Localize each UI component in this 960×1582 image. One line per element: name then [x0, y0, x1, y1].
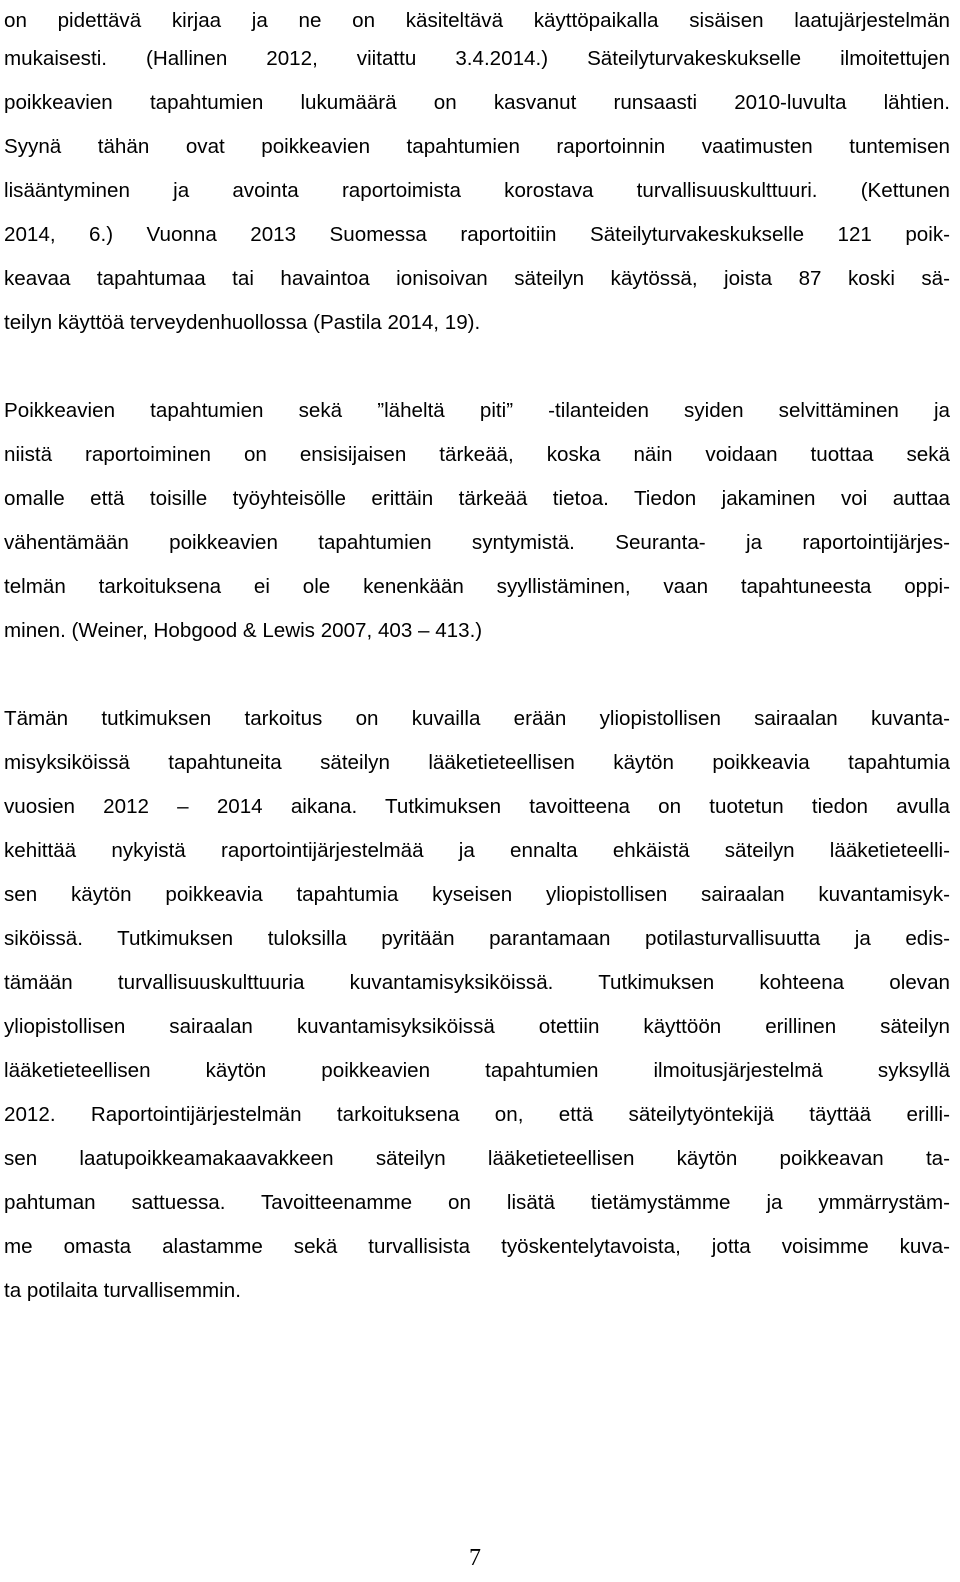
text-line: Tämän tutkimuksen tarkoitus on kuvailla erään yliopistollisen sairaalan kuvanta-: [4, 707, 950, 730]
text-line: kehittää nykyistä raportointijärjestelmää ja ennalta ehkäistä säteilyn lääketieteelli-: [4, 839, 950, 862]
text-line: vuosien 2012 – 2014 aikana. Tutkimuksen tavoitteena on tuotetun tiedon avulla: [4, 795, 950, 818]
text-line: telmän tarkoituksena ei ole kenenkään syyllistäminen, vaan tapahtuneesta oppi-: [4, 575, 950, 598]
text-line: Syynä tähän ovat poikkeavien tapahtumien raportoinnin vaatimusten tuntemisen: [4, 135, 950, 158]
text-line: sen laatupoikkeamakaavakkeen säteilyn lääketieteellisen käytön poikkeavan ta-: [4, 1147, 950, 1170]
text-line: omalle että toisille työyhteisölle erittäin tärkeää tietoa. Tiedon jakaminen voi auttaa: [4, 487, 950, 510]
text-line: poikkeavien tapahtumien lukumäärä on kasvanut runsaasti 2010-luvulta lähtien.: [4, 91, 950, 114]
text-line: lääketieteellisen käytön poikkeavien tapahtumien ilmoitusjärjestelmä syksyllä: [4, 1059, 950, 1082]
text-line: Poikkeavien tapahtumien sekä ”läheltä piti” -tilanteiden syiden selvittäminen ja: [4, 399, 950, 422]
text-line: 2012. Raportointijärjestelmän tarkoituksena on, että säteilytyöntekijä täyttää erilli-: [4, 1103, 950, 1126]
text-line: teilyn käyttöä terveydenhuollossa (Pastila 2014, 19).: [4, 311, 481, 334]
page-number: 7: [469, 1545, 481, 1571]
text-line: pahtuman sattuessa. Tavoitteenamme on lisätä tietämystämme ja ymmärrystäm-: [4, 1191, 950, 1214]
text-line: yliopistollisen sairaalan kuvantamisyksiköissä otettiin käyttöön erillinen säteilyn: [4, 1015, 950, 1038]
text-line: sen käytön poikkeavia tapahtumia kyseisen yliopistollisen sairaalan kuvantamisyk-: [4, 883, 950, 906]
text-line: misyksiköissä tapahtuneita säteilyn lääketieteellisen käytön poikkeavia tapahtumia: [4, 751, 950, 774]
text-line: tämään turvallisuuskulttuuria kuvantamisyksiköissä. Tutkimuksen kohteena olevan: [4, 971, 950, 994]
text-line: me omasta alastamme sekä turvallisista työskentelytavoista, jotta voisimme kuva-: [4, 1235, 950, 1258]
text-line: 2014, 6.) Vuonna 2013 Suomessa raportoitiin Säteilyturvakeskukselle 121 poik-: [4, 223, 950, 246]
text-line: mukaisesti. (Hallinen 2012, viitattu 3.4.2014.) Säteilyturvakeskukselle ilmoitettujen: [4, 47, 950, 70]
text-line: niistä raportoiminen on ensisijaisen tärkeää, koska näin voidaan tuottaa sekä: [4, 443, 950, 466]
text-line: minen. (Weiner, Hobgood & Lewis 2007, 403 – 413.): [4, 619, 483, 642]
text-line: lisääntyminen ja avointa raportoimista korostava turvallisuuskulttuuri. (Kettunen: [4, 179, 950, 202]
text-line: vähentämään poikkeavien tapahtumien syntymistä. Seuranta- ja raportointijärjes-: [4, 531, 950, 554]
text-line: on pidettävä kirjaa ja ne on käsiteltävä käyttöpaikalla sisäisen laatujärjestelmän: [4, 9, 950, 32]
text-line: keavaa tapahtumaa tai havaintoa ionisoivan säteilyn käytössä, joista 87 koski sä-: [4, 267, 950, 290]
text-line: ta potilaita turvallisemmin.: [4, 1279, 241, 1302]
text-line: siköissä. Tutkimuksen tuloksilla pyritään parantamaan potilasturvallisuutta ja edis-: [4, 927, 950, 950]
